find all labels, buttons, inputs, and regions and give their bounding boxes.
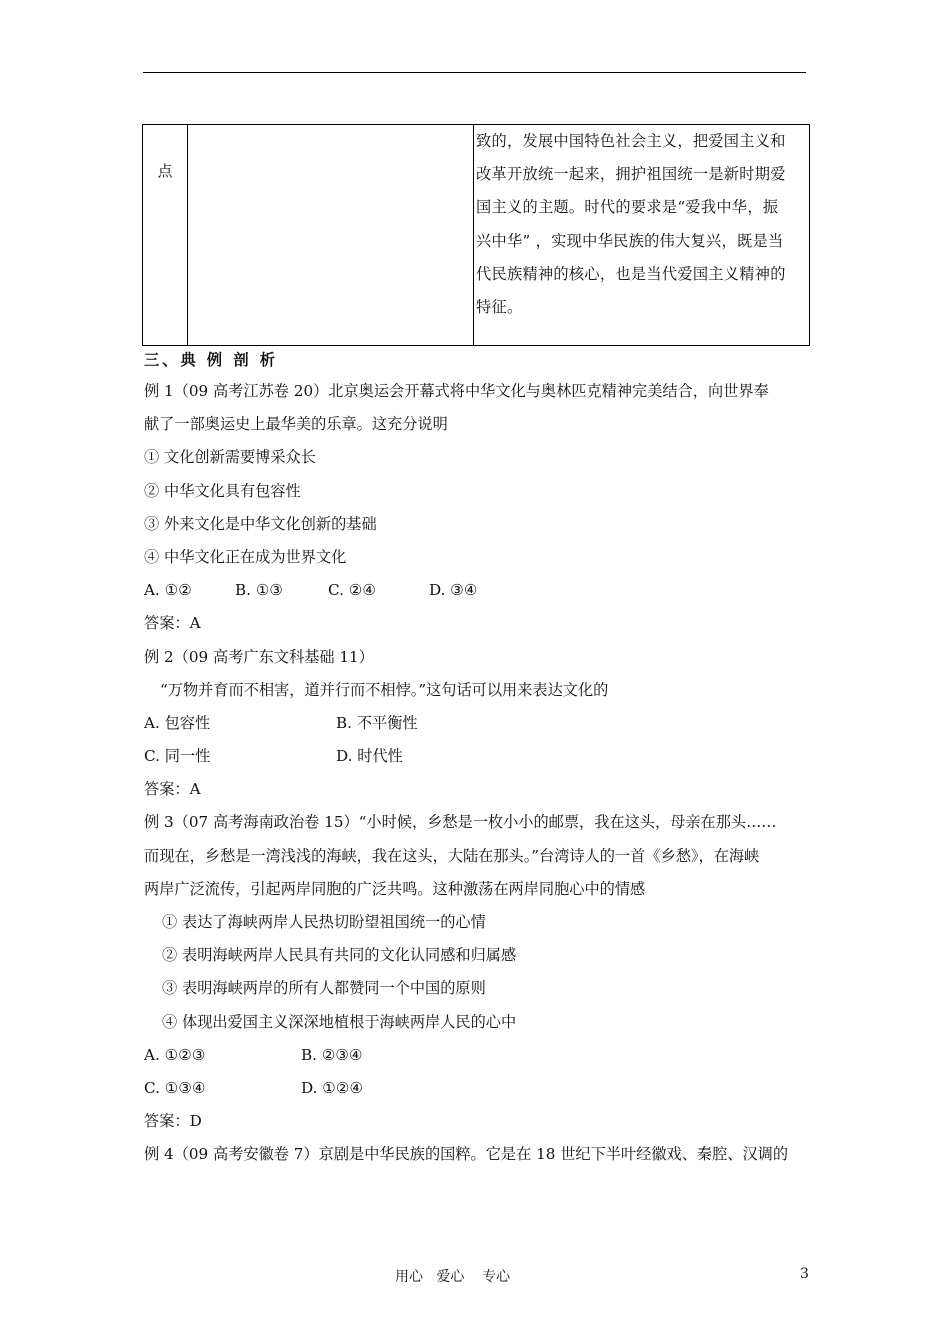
choice-item: ③ 表明海峡两岸的所有人都赞同一个中国的原则 bbox=[162, 979, 486, 998]
question-text: “万物并育而不相害，道并行而不相悖。”这句话可以用来表达文化的 bbox=[160, 680, 609, 699]
option: B. ②③④ bbox=[301, 1045, 363, 1064]
row-text-line: 致的，发展中国特色社会主义，把爱国主义和 bbox=[476, 132, 786, 150]
choice-item: ③ 外来文化是中华文化创新的基础 bbox=[144, 514, 377, 533]
option: D. 时代性 bbox=[336, 747, 403, 766]
row-label: 点 bbox=[143, 125, 188, 346]
choice-item: ② 中华文化具有包容性 bbox=[144, 481, 301, 500]
question-text: 例 3（07 高考海南政治卷 15）“小时候，乡愁是一枚小小的邮票，我在这头，母亲在那头…… bbox=[144, 813, 777, 832]
option: A. ①②③ bbox=[144, 1045, 206, 1064]
row-text-line: 国主义的主题。时代的要求是“爱我中华，振 bbox=[476, 198, 779, 217]
choice-item: ② 表明海峡两岸人民具有共同的文化认同感和归属感 bbox=[162, 946, 517, 965]
answer-options bbox=[144, 707, 808, 740]
main-content bbox=[144, 345, 808, 1172]
notes-table bbox=[142, 124, 810, 346]
page-number: 3 bbox=[800, 1266, 809, 1282]
row-text-line: 特征。 bbox=[476, 298, 523, 317]
option: C. ①③④ bbox=[144, 1078, 206, 1097]
option: C. ②④ bbox=[328, 581, 376, 600]
question-text: 例 2（09 高考广东文科基础 11） bbox=[144, 647, 374, 666]
answer: 答案：D bbox=[144, 1112, 202, 1131]
row-text-line: 兴中华” ，实现中华民族的伟大复兴，既是当 bbox=[476, 231, 784, 250]
answer-options bbox=[144, 1039, 808, 1072]
header-rule bbox=[143, 72, 806, 73]
choice-item: ④ 中华文化正在成为世界文化 bbox=[144, 547, 347, 566]
option: B. ①③ bbox=[235, 581, 284, 600]
option: D. ①②④ bbox=[301, 1078, 364, 1097]
choice-item: ① 表达了海峡两岸人民热切盼望祖国统一的心情 bbox=[162, 913, 486, 931]
question-text: 例 1（09 高考江苏卷 20）北京奥运会开幕式将中华文化与奥林匹克精神完美结合，向世界奉 bbox=[144, 382, 769, 400]
question-text: 献了一部奥运史上最华美的乐章。这充分说明 bbox=[144, 415, 448, 434]
empty-cell bbox=[188, 125, 474, 346]
footer-motto: 用心 爱心 专心 bbox=[395, 1269, 511, 1285]
option: D. ③④ bbox=[429, 581, 478, 600]
row-text-line: 改革开放统一起来，拥护祖国统一是新时期爱 bbox=[476, 165, 786, 184]
question-text: 而现在，乡愁是一湾浅浅的海峡，我在这头，大陆在那头。”台湾诗人的一首《乡愁》，在海峡 bbox=[144, 846, 760, 865]
section-heading: 三、典 例 剖 析 bbox=[144, 351, 278, 369]
table-row bbox=[143, 125, 810, 346]
answer: 答案：A bbox=[144, 614, 201, 633]
choice-item: ④ 体现出爱国主义深深地植根于海峡两岸人民的心中 bbox=[162, 1012, 517, 1031]
answer-options bbox=[144, 574, 808, 607]
answer-options bbox=[144, 1072, 808, 1105]
option: A. ①② bbox=[144, 581, 192, 600]
answer-options bbox=[144, 740, 808, 773]
answer: 答案：A bbox=[144, 780, 201, 799]
choice-item: ① 文化创新需要博采众长 bbox=[144, 448, 316, 467]
option: C. 同一性 bbox=[144, 747, 211, 766]
question-text: 例 4（09 高考安徽卷 7）京剧是中华民族的国粹。它是在 18 世纪下半叶经徽戏、秦腔、汉调的 bbox=[144, 1145, 789, 1164]
option: B. 不平衡性 bbox=[336, 713, 418, 732]
row-text-line: 代民族精神的核心，也是当代爱国主义精神的 bbox=[476, 264, 786, 283]
row-text bbox=[474, 125, 810, 346]
option: A. 包容性 bbox=[144, 713, 211, 732]
question-text: 两岸广泛流传，引起两岸同胞的广泛共鸣。这种激荡在两岸同胞心中的情感 bbox=[144, 879, 646, 898]
